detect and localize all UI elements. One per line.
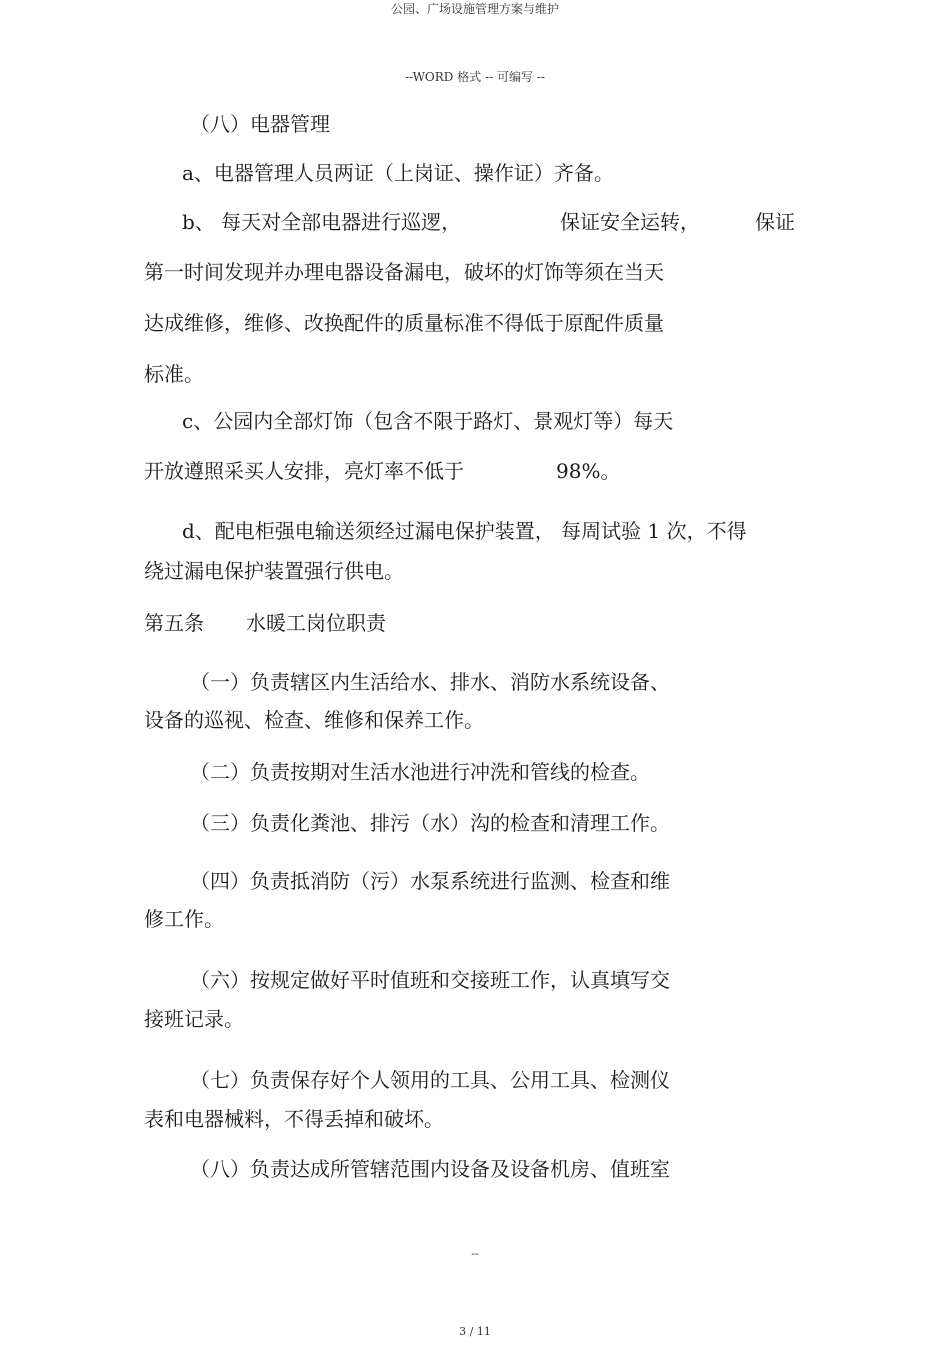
paragraph-line: d、配电柜强电输送须经过漏电保护装置， 每周试验 1 次，不得	[182, 519, 747, 543]
paragraph-line: 绕过漏电保护装置强行供电。	[144, 559, 404, 583]
paragraph-line: 表和电器械料，不得丢掉和破坏。	[144, 1107, 444, 1131]
paragraph-line: 修工作。	[144, 907, 224, 931]
line-segment: 开放遵照采买人安排，亮灯率不低于	[144, 459, 464, 483]
paragraph-line: （一）负责辖区内生活给水、排水、消防水系统设备、	[190, 670, 670, 694]
line-segment: 保证安全运转，	[560, 210, 700, 234]
format-tag: --WORD 格式 -- 可编写 --	[405, 70, 545, 84]
line-segment: 98%。	[556, 459, 621, 483]
paragraph-line: （八）负责达成所管辖范围内设备及设备机房、值班室	[190, 1157, 670, 1181]
article-number: 第五条	[144, 611, 204, 635]
paragraph-line: （六）按规定做好平时值班和交接班工作，认真填写交	[190, 968, 670, 992]
paragraph-line: （二）负责按期对生活水池进行冲洗和管线的检查。	[190, 760, 650, 784]
section-heading-electrical: （八）电器管理	[190, 112, 330, 136]
article-title: 水暖工岗位职责	[246, 611, 386, 635]
paragraph-line: 设备的巡视、检查、维修和保养工作。	[144, 708, 484, 732]
page-number: 3 / 11	[459, 1325, 491, 1338]
footer-dash: --	[471, 1247, 479, 1260]
running-title: 公园、广场设施管理方案与维护	[390, 2, 559, 16]
paragraph-line: （七）负责保存好个人领用的工具、公用工具、检测仪	[190, 1068, 670, 1092]
paragraph-line: 第一时间发现并办理电器设备漏电，破坏的灯饰等须在当天	[144, 260, 664, 284]
line-segment: 保证	[755, 210, 795, 234]
paragraph-line: 标准。	[144, 362, 204, 386]
line-segment: b、 每天对全部电器进行巡逻，	[182, 210, 462, 234]
paragraph-line: （三）负责化粪池、排污（水）沟的检查和清理工作。	[190, 811, 670, 835]
paragraph-line: a、电器管理人员两证（上岗证、操作证）齐备。	[182, 161, 614, 185]
paragraph-line: 接班记录。	[144, 1007, 244, 1031]
paragraph-line: c、公园内全部灯饰（包含不限于路灯、景观灯等）每天	[182, 409, 674, 433]
paragraph-line: 达成维修，维修、改换配件的质量标准不得低于原配件质量	[144, 311, 664, 335]
paragraph-line: （四）负责抵消防（污）水泵系统进行监测、检查和维	[190, 869, 670, 893]
